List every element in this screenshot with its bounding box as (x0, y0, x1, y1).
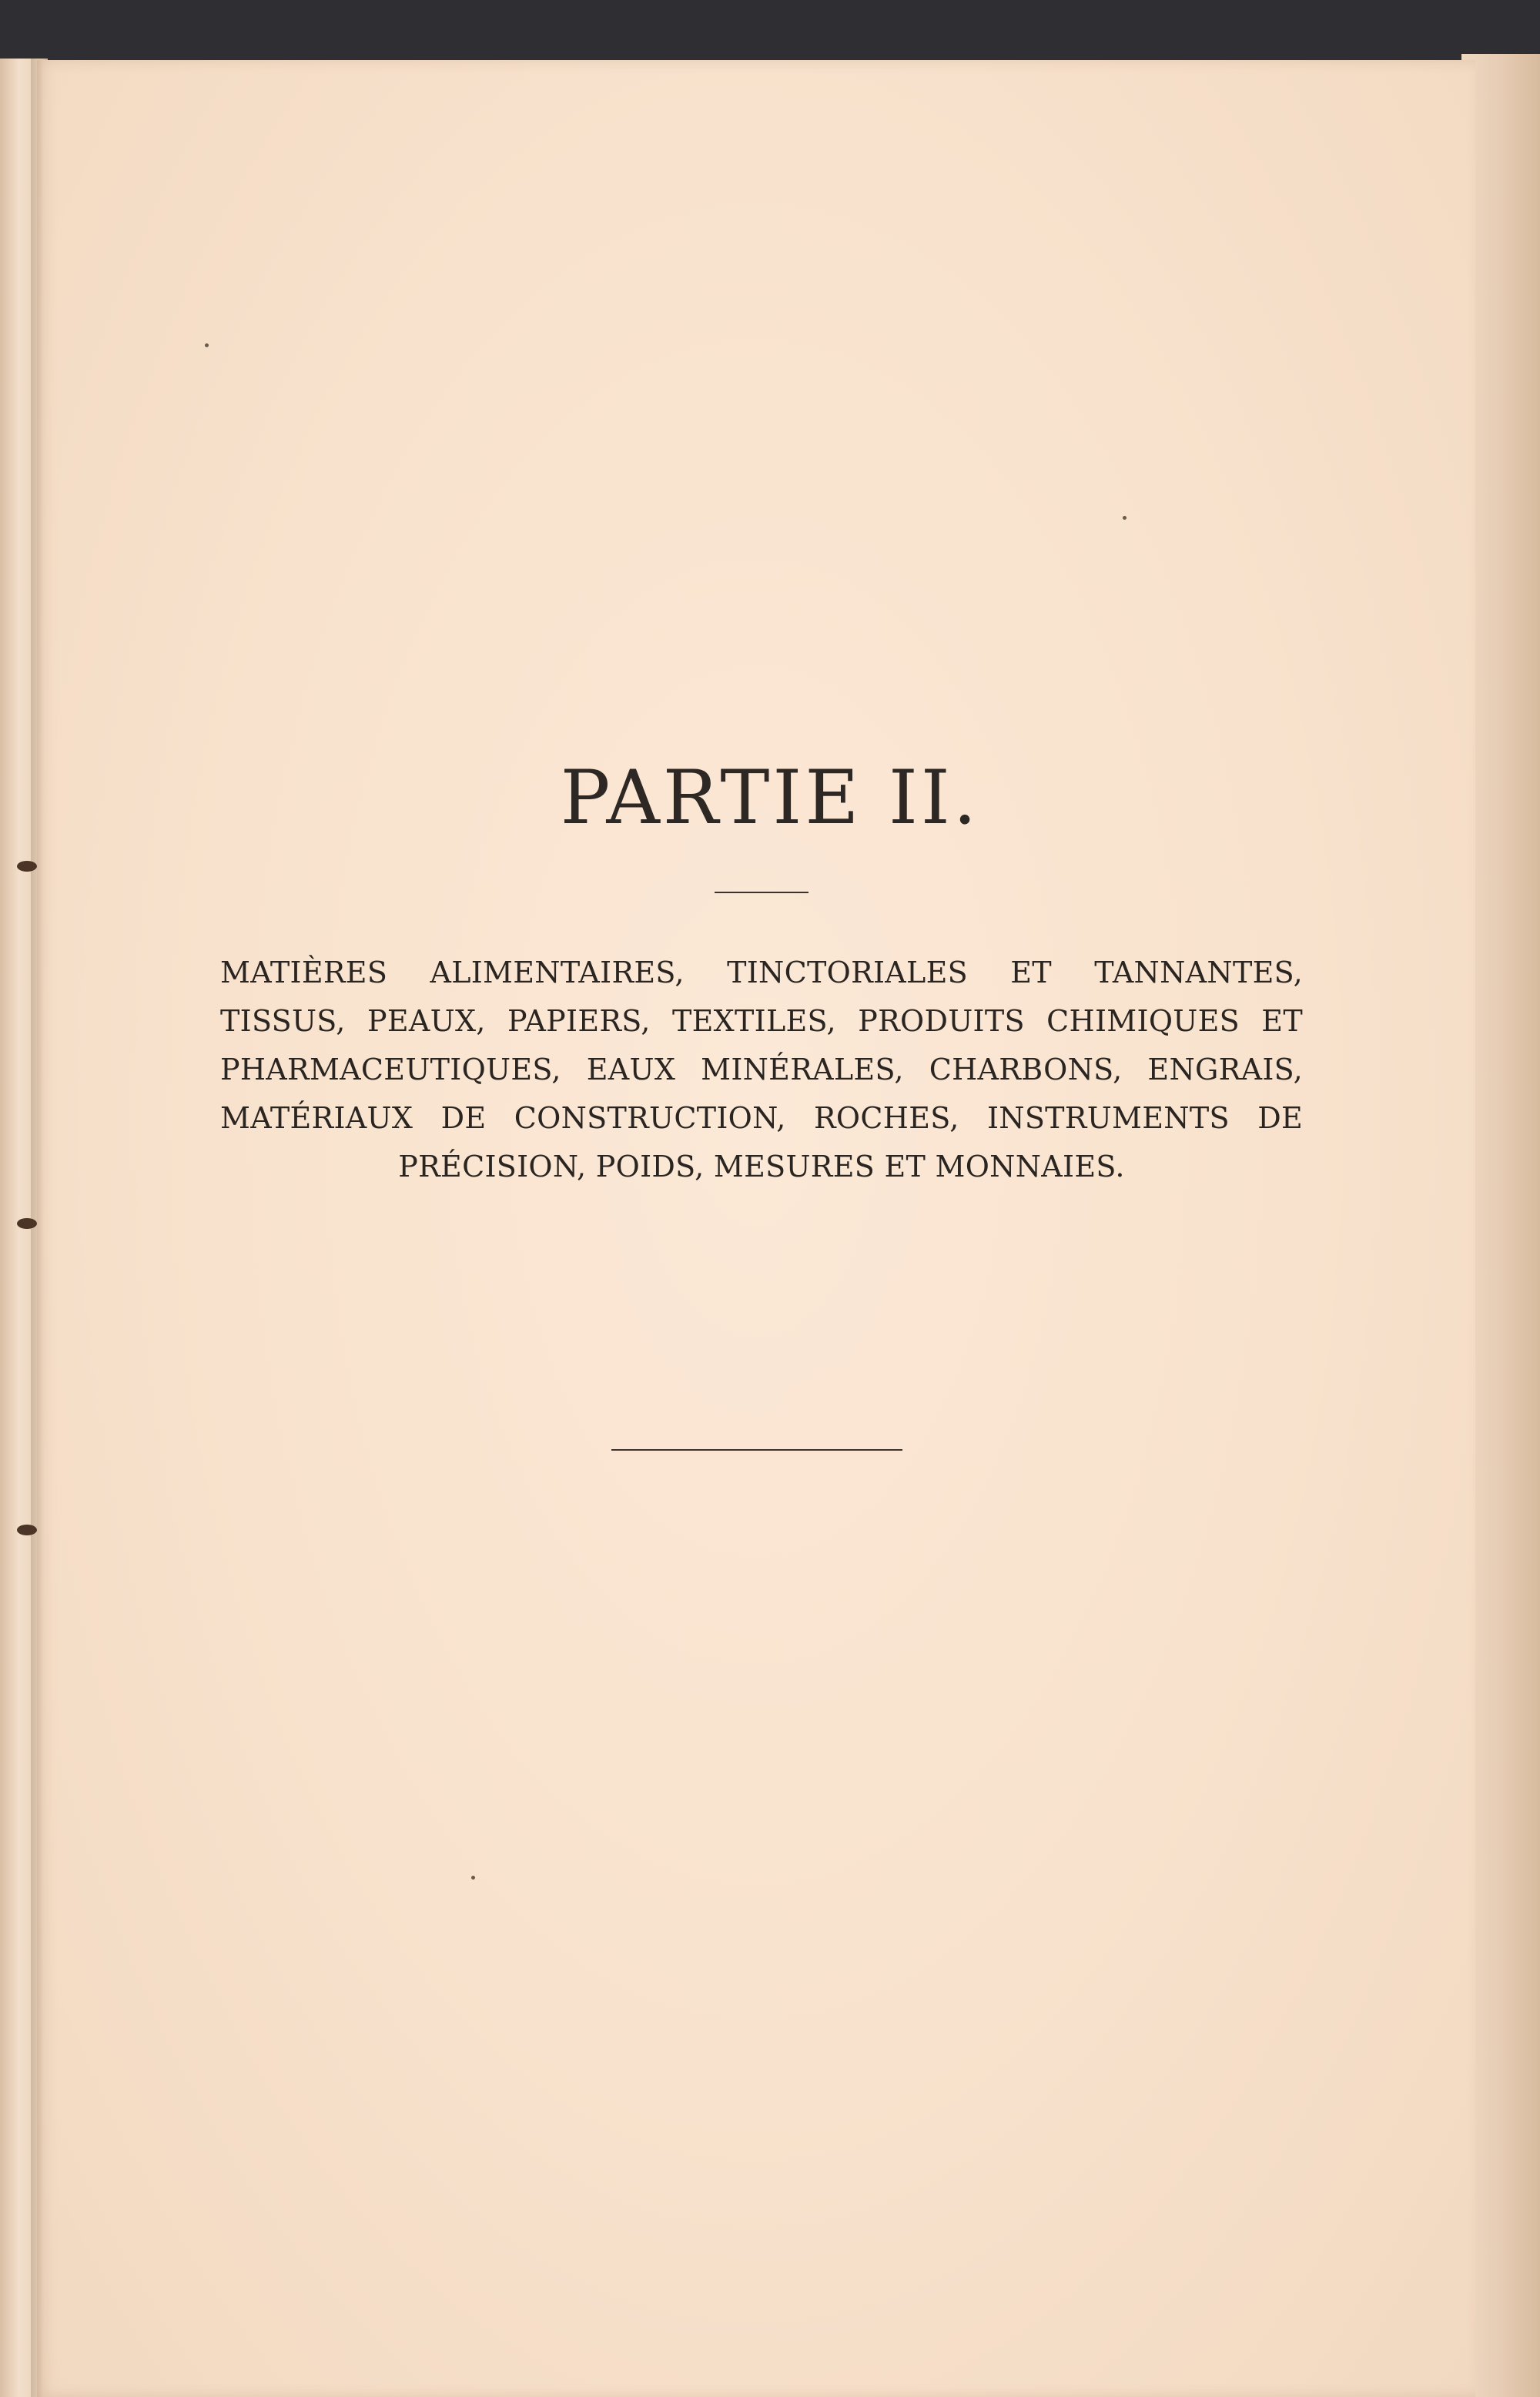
book-page (37, 60, 1475, 2397)
section-divider (611, 1449, 902, 1451)
part-subtitle: MATIÈRES ALIMENTAIRES, TINCTORIALES ET TANNANTES, TISSUS, PEAUX, PAPIERS, TEXTILES, PRODUITS CHIMIQUES ET PHARMACEUTIQUES, EAUX MINÉRALES, CHARBONS, ENGRAIS, MATÉRIAUX DE CONSTRUCTION, ROCHES, INSTRUMENTS DE PRÉCISION, POIDS, MESURES ET MONNAIES. (220, 956, 1303, 1183)
paper-speck (1123, 516, 1127, 520)
title-divider (715, 892, 808, 893)
binding-stitch-top (17, 861, 37, 872)
binding-stitch-middle (17, 1218, 37, 1229)
paper-speck (471, 1876, 475, 1880)
binding-stitch-bottom (17, 1525, 37, 1535)
paper-speck (205, 343, 209, 347)
part-title: PARTIE II. (560, 755, 980, 841)
